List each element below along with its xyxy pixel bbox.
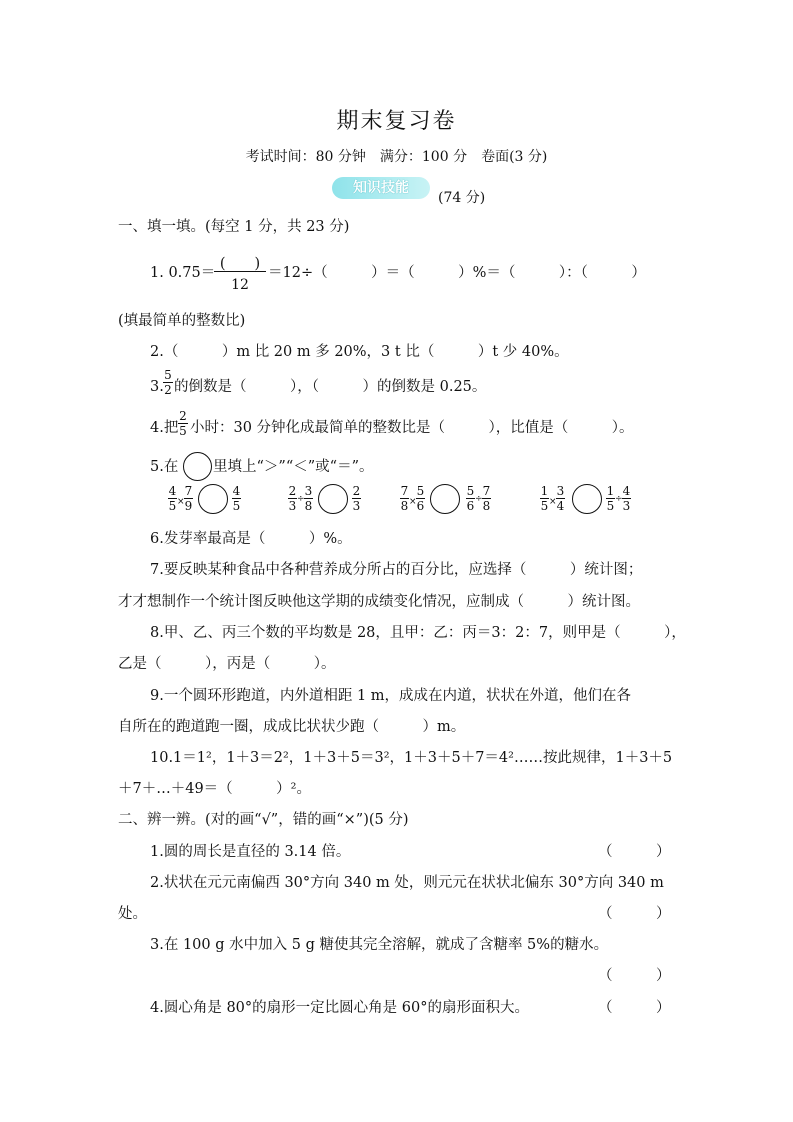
q1-rest: ＝12÷（ ）＝（ ）%＝（ ）：（ ）	[268, 265, 646, 281]
q3-fraction	[163, 369, 173, 396]
p2-q4: 4.圆心角是 80°的扇形一定比圆心角是 60°的扇形面积大。	[150, 1000, 529, 1016]
q9-line1: 9.一个圆环形跑道，内外道相距 1 m，成成在内道，状状在外道，他们在各	[150, 688, 632, 704]
q10-line1: 10.1＝1²，1＋3＝2²，1＋3＋5＝3²，1＋3＋5＋7＝4²……按此规律，1＋3＋5	[150, 750, 673, 766]
q1-fraction-bar	[214, 271, 266, 272]
q8-line1: 8.甲、乙、丙三个数的平均数是 28，且甲：乙：丙＝3：2：7，则甲是（ ），	[150, 625, 686, 641]
q5-i3-result2: 7 8	[482, 484, 491, 513]
q4-rest: 小时：30 分钟化成最简单的整数比是（ ），比值是（ ）。	[190, 420, 634, 436]
q3-rest: 的倒数是（ ），（ ）的倒数是 0.25。	[174, 379, 487, 395]
p2-q2-line1: 2.状状在元元南偏西 30°方向 340 m 处，则元元在状状北偏东 30°方向 340 m	[150, 875, 664, 891]
q5-i4-rop: ÷	[615, 494, 623, 504]
q5-i3-rop: ÷	[475, 494, 483, 504]
q1-note: (填最简单的整数比)	[118, 313, 246, 329]
q5-i1-result: 4 5	[232, 484, 241, 513]
q1-numerator: ( )	[219, 256, 261, 272]
q5-i2-op: ÷	[297, 494, 305, 504]
q5-i1-frac2: 7 9	[184, 484, 193, 513]
q10-line2: ＋7＋…＋49＝（ ）²。	[118, 781, 311, 797]
q1-denominator: 12	[231, 277, 249, 293]
q5-i4-answer-circle[interactable]	[572, 484, 602, 514]
section-badge: 知识技能	[332, 177, 430, 199]
p2-q1: 1.圆的周长是直径的 3.14 倍。	[150, 844, 351, 860]
p2-q2-line2: 处。	[118, 906, 147, 922]
q5-i3-result1: 5 6	[466, 484, 475, 513]
section-score: (74 分)	[438, 190, 486, 206]
q4-num: 2	[179, 409, 187, 423]
q5-i3-frac1: 7 8	[400, 484, 409, 513]
q3-den: 2	[164, 383, 172, 397]
q5-i1-frac1: 4 5	[168, 484, 177, 513]
p2-q3-answer[interactable]: （ ）	[598, 968, 671, 984]
q5-circle-sample	[183, 452, 212, 481]
q1-prefix: 1. 0.75＝	[150, 265, 216, 281]
q7-line1: 7.要反映某种食品中各种营养成分所占的百分比，应选择（ ）统计图；	[150, 562, 643, 578]
q6: 6.发芽率最高是（ ）%。	[150, 531, 352, 547]
page-title: 期末复习卷	[336, 109, 457, 134]
q3-num: 5	[164, 368, 172, 382]
q4-prefix: 4.把	[150, 420, 179, 436]
q3-prefix: 3.	[150, 379, 164, 395]
part1-heading: 一、填一填。(每空 1 分，共 23 分)	[118, 219, 350, 235]
q2: 2.（ ）m 比 20 m 多 20%，3 t 比（ ）t 少 40%。	[150, 344, 569, 360]
p2-q3: 3.在 100 g 水中加入 5 g 糖使其完全溶解，就成了含糖率 5%的糖水。	[150, 937, 609, 953]
q5-i2-result: 2 3	[352, 484, 361, 513]
q5-prefix: 5.在	[150, 459, 179, 475]
q8-line2: 乙是（ ），丙是（ ）。	[118, 656, 336, 672]
q5-i1-answer-circle[interactable]	[198, 484, 228, 514]
q5-i3-op: ×	[409, 497, 417, 507]
q4-den: 5	[179, 424, 187, 438]
q9-line2: 自所在的跑道跑一圈，成成比状状少跑（ ）m。	[118, 719, 466, 735]
q5-i4-result1: 1 5	[606, 484, 615, 513]
q5-i1-op: ×	[177, 497, 185, 507]
p2-q2-answer[interactable]: （ ）	[598, 906, 671, 922]
q5-i4-op: ×	[549, 497, 557, 507]
q5-i3-answer-circle[interactable]	[430, 484, 460, 514]
q5-i4-frac1: 1 5	[540, 484, 549, 513]
q7-line2: 才才想制作一个统计图反映他这学期的成绩变化情况，应制成（ ）统计图。	[118, 594, 640, 610]
p2-q1-answer[interactable]: （ ）	[598, 844, 671, 860]
q5-i2-answer-circle[interactable]	[318, 484, 348, 514]
q5-i3-frac2: 5 6	[416, 484, 425, 513]
q5-i2-frac2: 3 8	[304, 484, 313, 513]
exam-info: 考试时间：80 分钟 满分：100 分 卷面(3 分)	[245, 149, 548, 165]
q5-rest: 里填上“＞”“＜”或“＝”。	[213, 459, 374, 475]
part2-heading: 二、辨一辨。(对的画“√”，错的画“×”)(5 分)	[118, 812, 409, 828]
p2-q4-answer[interactable]: （ ）	[598, 1000, 671, 1016]
q4-fraction	[178, 410, 188, 437]
q5-i4-frac2: 3 4	[556, 484, 565, 513]
q5-i4-result2: 4 3	[622, 484, 631, 513]
q5-i2-frac1: 2 3	[288, 484, 297, 513]
